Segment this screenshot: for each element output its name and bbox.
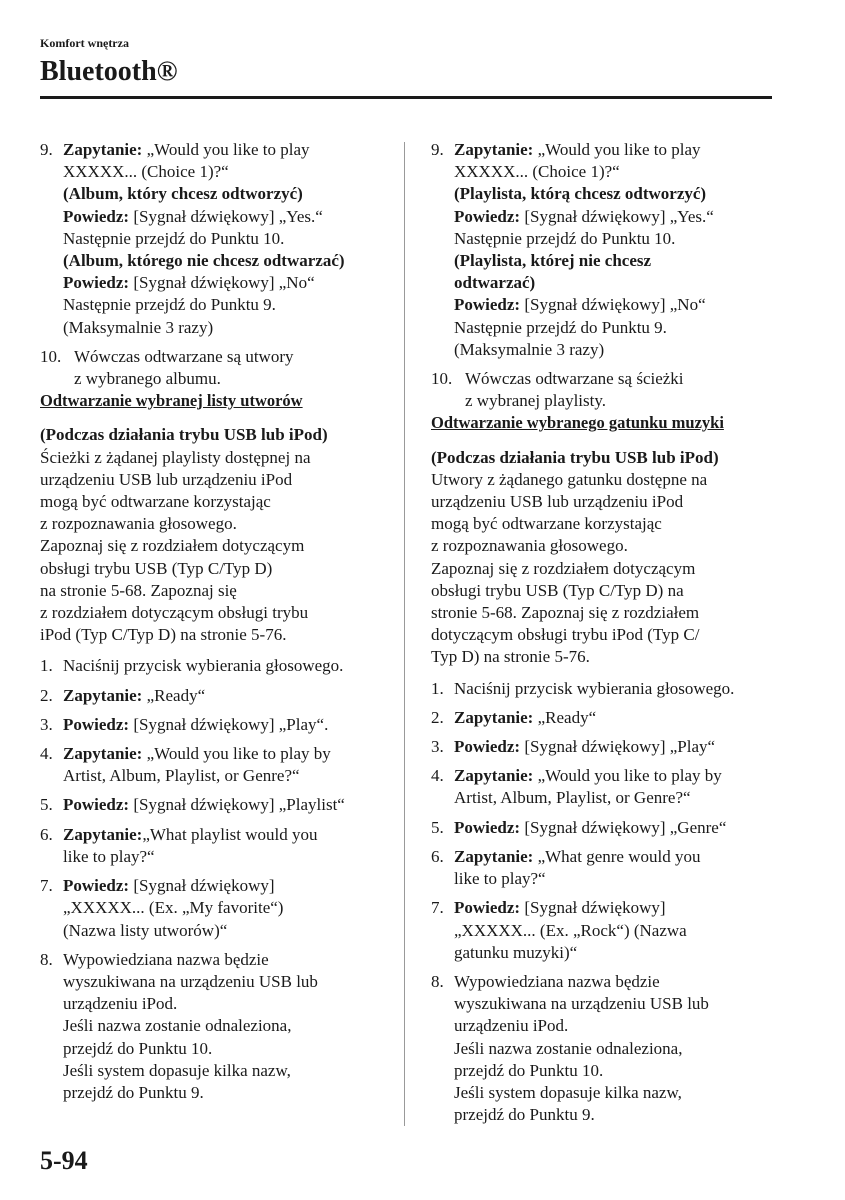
step-8 xyxy=(431,971,776,1126)
right-column xyxy=(431,139,776,1126)
option-heading: odtwarzać) xyxy=(454,273,536,293)
column-divider xyxy=(404,142,405,1126)
say-label: Powiedz: xyxy=(454,737,521,757)
say-label: Powiedz: xyxy=(454,295,521,315)
prompt-text: „Would you like to play by xyxy=(533,766,722,786)
step-line: przejdź do Punktu 9. xyxy=(63,1082,204,1102)
step-line: Jeśli nazwa zostanie odnaleziona, xyxy=(454,1038,683,1058)
step-5 xyxy=(431,817,776,839)
step-line: Artist, Album, Playlist, or Genre?“ xyxy=(63,766,300,786)
step-line: gatunku muzyki)“ xyxy=(454,942,578,962)
mode-note: (Podczas działania trybu USB lub iPod) xyxy=(431,447,719,467)
step-number: 2. xyxy=(431,707,444,727)
step-line: Jeśli nazwa zostanie odnaleziona, xyxy=(63,1016,292,1036)
say-label: Powiedz: xyxy=(63,714,130,734)
step-line: Naciśnij przycisk wybierania głosowego. xyxy=(454,678,735,698)
step-line: wyszukiwana na urządzeniu USB lub xyxy=(454,994,709,1014)
say-text: [Sygnał dźwiękowy] „Play“. xyxy=(129,714,329,734)
para-line: urządzeniu USB lub urządzeniu iPod xyxy=(40,469,293,489)
prompt-label: Zapytanie: xyxy=(454,140,534,159)
para-line: dotyczącym obsługi trybu iPod (Typ C/ xyxy=(431,625,700,645)
step-line: Następnie przejdź do Punktu 10. xyxy=(454,228,676,248)
option-heading: (Album, którego nie chcesz odtwarzać) xyxy=(63,251,345,271)
step-number: 4. xyxy=(431,766,444,786)
step-number: 5. xyxy=(40,795,53,815)
para-line: Zapoznaj się z rozdziałem dotyczącym xyxy=(431,558,696,578)
say-text: [Sygnał dźwiękowy] „Playlist“ xyxy=(129,795,345,815)
step-line: Wypowiedziana nazwa będzie xyxy=(63,949,269,969)
step-line: wyszukiwana na urządzeniu USB lub xyxy=(63,971,318,991)
say-text: [Sygnał dźwiękowy] „Play“ xyxy=(520,737,716,757)
prompt-text: „Would you like to play by xyxy=(142,744,331,764)
step-line: Wówczas odtwarzane są utwory xyxy=(74,346,294,366)
step-2 xyxy=(40,685,390,707)
step-number: 8. xyxy=(40,949,53,969)
step-line: Naciśnij przycisk wybierania głosowego. xyxy=(63,656,344,676)
step-number: 9. xyxy=(431,140,444,159)
option-heading: (Playlista, której nie chcesz xyxy=(454,251,652,271)
step-8 xyxy=(40,949,390,1104)
left-column xyxy=(40,139,390,1104)
step-number: 4. xyxy=(40,744,53,764)
say-label: Powiedz: xyxy=(63,876,130,896)
para-line: z rozpoznawania głosowego. xyxy=(40,514,237,534)
step-number: 6. xyxy=(431,846,444,866)
step-10 xyxy=(40,346,390,390)
say-text: [Sygnał dźwiękowy] „Genre“ xyxy=(520,817,727,837)
page-title: Bluetooth® xyxy=(40,56,178,87)
step-number: 1. xyxy=(40,656,53,676)
para-line: mogą być odtwarzane korzystając xyxy=(40,492,271,512)
option-heading: (Album, który chcesz odtworzyć) xyxy=(63,184,303,204)
step-line: Następnie przejdź do Punktu 9. xyxy=(63,295,276,315)
say-label: Powiedz: xyxy=(63,795,130,815)
step-number: 3. xyxy=(40,714,53,734)
step-number: 9. xyxy=(40,140,53,159)
para-line: Zapoznaj się z rozdziałem dotyczącym xyxy=(40,536,305,556)
say-text: [Sygnał dźwiękowy] „Yes.“ xyxy=(520,206,714,226)
step-line: Jeśli system dopasuje kilka nazw, xyxy=(63,1060,291,1080)
step-line: Wówczas odtwarzane są ścieżki xyxy=(465,369,684,389)
step-number: 7. xyxy=(431,898,444,918)
step-line: przejdź do Punktu 9. xyxy=(454,1105,595,1125)
say-label: Powiedz: xyxy=(454,898,521,918)
subheading: Odtwarzanie wybranego gatunku muzyki xyxy=(431,413,724,433)
say-text: [Sygnał dźwiękowy] „No“ xyxy=(129,273,315,293)
prompt-label: Zapytanie: xyxy=(454,766,534,786)
step-9 xyxy=(40,139,390,339)
step-line: urządzeniu iPod. xyxy=(454,1016,569,1036)
option-heading: (Playlista, którą chcesz odtworzyć) xyxy=(454,184,707,204)
step-line: Artist, Album, Playlist, or Genre?“ xyxy=(454,788,691,808)
step-line: z wybranego albumu. xyxy=(74,369,221,389)
step-5 xyxy=(40,794,390,816)
step-7 xyxy=(431,897,776,964)
step-line: przejdź do Punktu 10. xyxy=(454,1060,604,1080)
step-line: (Maksymalnie 3 razy) xyxy=(454,339,605,359)
step-line: XXXXX... (Choice 1)?“ xyxy=(454,162,620,182)
section-label: Komfort wnętrza xyxy=(40,36,129,50)
step-7 xyxy=(40,875,390,942)
say-text: [Sygnał dźwiękowy] xyxy=(520,898,666,918)
step-number: 3. xyxy=(431,737,444,757)
step-line: Następnie przejdź do Punktu 9. xyxy=(454,317,667,337)
step-1 xyxy=(431,678,776,700)
header-rule xyxy=(40,96,772,99)
prompt-label: Zapytanie: xyxy=(454,707,534,727)
step-1 xyxy=(40,655,390,677)
step-line: Jeśli system dopasuje kilka nazw, xyxy=(454,1082,682,1102)
say-text: [Sygnał dźwiękowy] „No“ xyxy=(520,295,706,315)
prompt-label: Zapytanie: xyxy=(454,846,534,866)
step-line: like to play?“ xyxy=(63,846,155,866)
step-number: 10. xyxy=(40,346,62,366)
step-3 xyxy=(40,714,390,736)
para-line: z rozdziałem dotyczącym obsługi trybu xyxy=(40,603,309,623)
prompt-label: Zapytanie: xyxy=(63,685,143,705)
subheading: Odtwarzanie wybranej listy utworów xyxy=(40,391,303,411)
mode-note: (Podczas działania trybu USB lub iPod) xyxy=(40,425,328,445)
step-number: 8. xyxy=(431,971,444,991)
para-line: na stronie 5-68. Zapoznaj się xyxy=(40,580,237,600)
prompt-text: „Ready“ xyxy=(533,707,597,727)
step-number: 7. xyxy=(40,876,53,896)
step-line: z wybranej playlisty. xyxy=(465,391,606,411)
para-line: urządzeniu USB lub urządzeniu iPod xyxy=(431,492,684,512)
step-line: Następnie przejdź do Punktu 10. xyxy=(63,228,285,248)
step-line: urządzeniu iPod. xyxy=(63,994,178,1014)
step-9 xyxy=(431,139,776,361)
step-line: XXXXX... (Choice 1)?“ xyxy=(63,162,229,182)
para-line: z rozpoznawania głosowego. xyxy=(431,536,628,556)
step-10 xyxy=(431,368,776,412)
para-line: Utwory z żądanego gatunku dostępne na xyxy=(431,469,708,489)
para-line: Typ D) na stronie 5-76. xyxy=(431,647,590,667)
para-line: iPod (Typ C/Typ D) na stronie 5-76. xyxy=(40,625,287,645)
step-6 xyxy=(40,824,390,868)
step-6 xyxy=(431,846,776,890)
prompt-label: Zapytanie: xyxy=(63,744,143,764)
step-line: „XXXXX... (Ex. „Rock“) (Nazwa xyxy=(454,920,687,940)
step-2 xyxy=(431,707,776,729)
step-number: 5. xyxy=(431,817,444,837)
say-label: Powiedz: xyxy=(454,206,521,226)
step-line: przejdź do Punktu 10. xyxy=(63,1038,213,1058)
para-line: obsługi trybu USB (Typ C/Typ D) xyxy=(40,558,273,578)
prompt-text: „Ready“ xyxy=(142,685,206,705)
step-4 xyxy=(40,743,390,787)
step-number: 1. xyxy=(431,678,444,698)
step-line: (Maksymalnie 3 razy) xyxy=(63,317,214,337)
intro-paragraph xyxy=(431,447,776,669)
prompt-text: „Would you like to play xyxy=(142,140,310,159)
say-text: [Sygnał dźwiękowy] „Yes.“ xyxy=(129,206,323,226)
step-number: 10. xyxy=(431,369,453,389)
para-line: stronie 5-68. Zapoznaj się z rozdziałem xyxy=(431,603,700,623)
step-number: 6. xyxy=(40,824,53,844)
prompt-text: „What playlist would you xyxy=(142,824,318,844)
say-label: Powiedz: xyxy=(63,206,130,226)
say-label: Powiedz: xyxy=(63,273,130,293)
say-label: Powiedz: xyxy=(454,817,521,837)
prompt-label: Zapytanie: xyxy=(63,824,143,844)
para-line: obsługi trybu USB (Typ C/Typ D) na xyxy=(431,580,684,600)
say-text: [Sygnał dźwiękowy] xyxy=(129,876,275,896)
prompt-label: Zapytanie: xyxy=(63,140,143,159)
step-4 xyxy=(431,765,776,809)
prompt-text: „What genre would you xyxy=(533,846,701,866)
para-line: mogą być odtwarzane korzystając xyxy=(431,514,662,534)
step-line: Wypowiedziana nazwa będzie xyxy=(454,971,660,991)
step-3 xyxy=(431,736,776,758)
intro-paragraph xyxy=(40,424,390,646)
page-number: 5-94 xyxy=(40,1146,88,1175)
prompt-text: „Would you like to play xyxy=(533,140,701,159)
step-line: like to play?“ xyxy=(454,869,546,889)
step-line: (Nazwa listy utworów)“ xyxy=(63,920,228,940)
para-line: Ścieżki z żądanej playlisty dostępnej na xyxy=(40,447,311,467)
step-line: „XXXXX... (Ex. „My favorite“) xyxy=(63,898,284,918)
step-number: 2. xyxy=(40,685,53,705)
